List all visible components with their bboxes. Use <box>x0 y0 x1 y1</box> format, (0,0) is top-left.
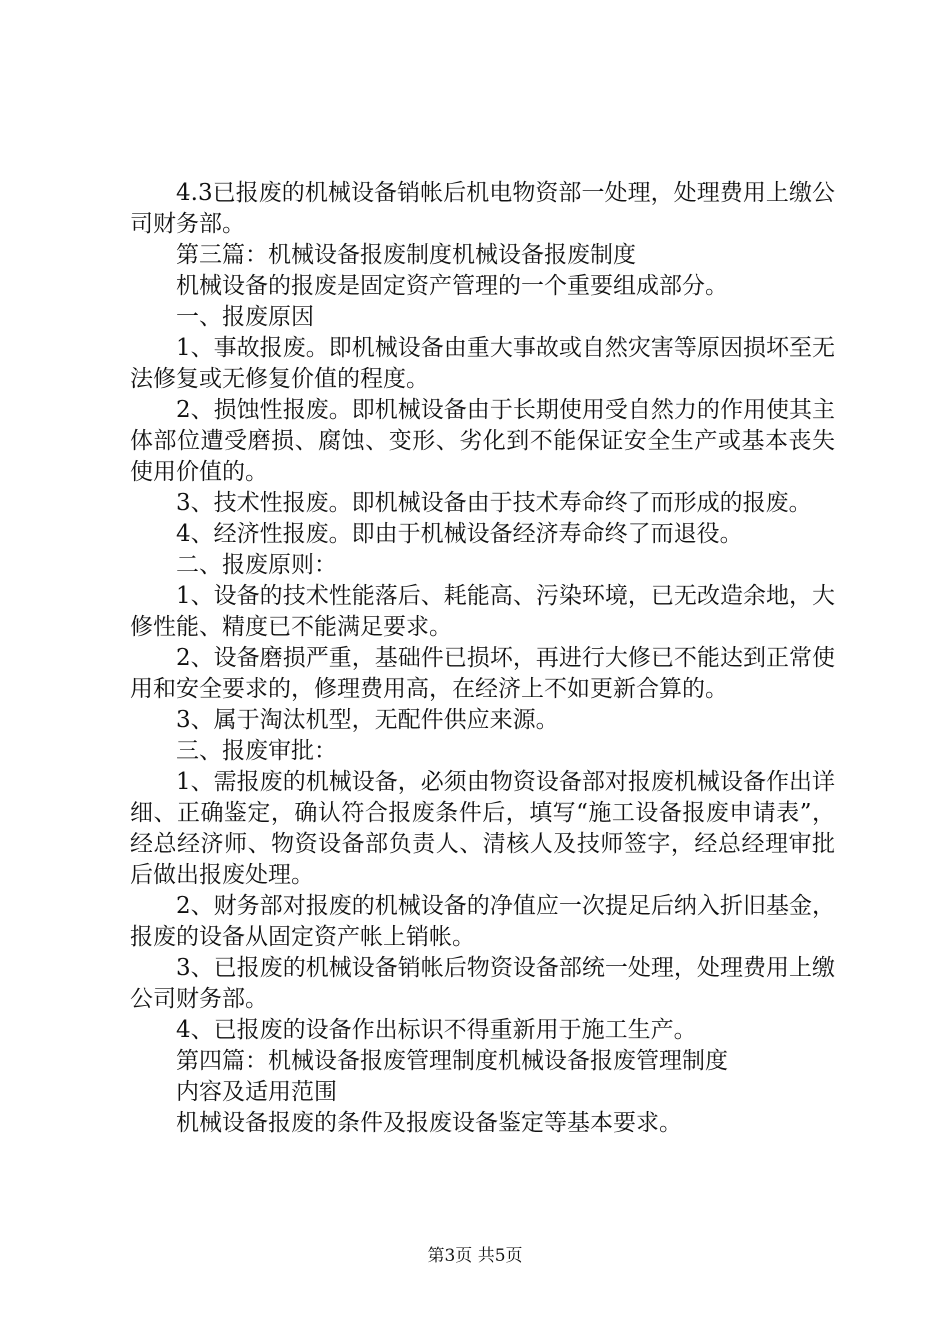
subsection-heading: 二、报废原则： <box>176 552 337 578</box>
document-body <box>130 178 835 1139</box>
subsection-heading: 三、报废审批： <box>176 738 337 764</box>
paragraph: 机械设备的报废是固定资产管理的一个重要组成部分。 <box>176 273 728 299</box>
paragraph: 3、技术性报废。即机械设备由于技术寿命终了而形成的报废。 <box>176 490 812 516</box>
paragraph: 4、已报废的设备作出标识不得重新用于施工生产。 <box>176 1017 697 1043</box>
paragraph: 1、需报废的机械设备，必须由物资设备部对报废机械设备作出详细、正确鉴定，确认符合报废条件后，填写“施工设备报废申请表”，经总经济师、物资设备部负责人、清核人及技师签字，经总经理审批后做出报废处理。 <box>130 769 835 888</box>
paragraph: 2、设备磨损严重，基础件已损坏，再进行大修已不能达到正常使用和安全要求的，修理费用高，在经济上不如更新合算的。 <box>130 645 835 702</box>
paragraph: 4、经济性报废。即由于机械设备经济寿命终了而退役。 <box>176 521 743 547</box>
page-footer <box>0 1245 950 1267</box>
section-heading: 第四篇：机械设备报废管理制度机械设备报废管理制度 <box>176 1048 728 1074</box>
paragraph: 1、事故报废。即机械设备由重大事故或自然灾害等原因损坏至无法修复或无修复价值的程度。 <box>130 335 835 392</box>
subsection-heading: 内容及适用范围 <box>176 1079 337 1105</box>
paragraph: 2、财务部对报废的机械设备的净值应一次提足后纳入折旧基金，报废的设备从固定资产帐上销帐。 <box>130 893 835 950</box>
paragraph: 3、属于淘汰机型，无配件供应来源。 <box>176 707 559 733</box>
paragraph: 1、设备的技术性能落后、耗能高、污染环境，已无改造余地，大修性能、精度已不能满足要求。 <box>130 583 835 640</box>
paragraph: 2、损蚀性报废。即机械设备由于长期使用受自然力的作用使其主体部位遭受磨损、腐蚀、变形、劣化到不能保证安全生产或基本丧失使用价值的。 <box>130 397 835 485</box>
paragraph: 机械设备报废的条件及报废设备鉴定等基本要求。 <box>176 1110 682 1136</box>
paragraph: 3、已报废的机械设备销帐后物资设备部统一处理，处理费用上缴公司财务部。 <box>130 955 835 1012</box>
paragraph: 4.3已报废的机械设备销帐后机电物资部一处理，处理费用上缴公司财务部。 <box>130 180 835 237</box>
section-heading: 第三篇：机械设备报废制度机械设备报废制度 <box>176 242 636 268</box>
subsection-heading: 一、报废原因 <box>176 304 314 330</box>
page-number-label: 第3页 共5页 <box>427 1246 523 1266</box>
